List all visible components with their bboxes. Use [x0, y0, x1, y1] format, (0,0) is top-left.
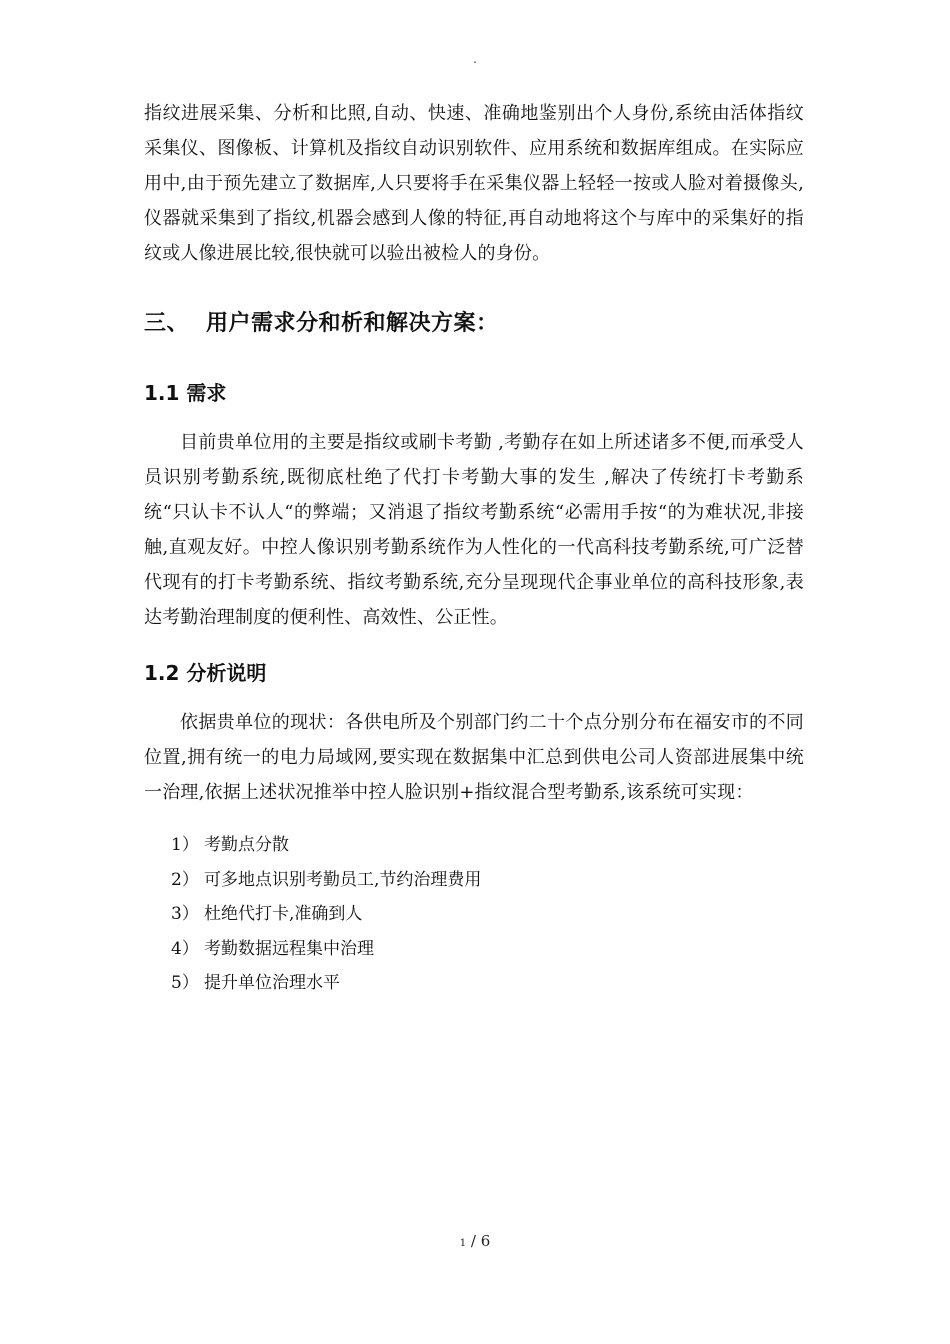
list-item-number: 4） [171, 938, 199, 959]
section-three-heading [144, 309, 804, 339]
list-item-text: 可多地点识别考勤员工,节约治理费用 [204, 869, 482, 890]
page-separator: / [466, 1232, 481, 1250]
list-item [144, 828, 804, 863]
section-1-1-paragraph: 目前贵单位用的主要是指纹或刷卡考勤 ,考勤存在如上所述诸多不便,而承受人员识别考勤系统,既彻底杜绝了代打卡考勤大事的发生 ,解决了传统打卡考勤系统“只认卡不认人“的弊端；又消退了指纹考勤系统“必需用手按“的为难状况,非接触,直观友好。中控人像识别考勤系统作为人性化的一代高科技考勤系统,可广泛替代现有的打卡考勤系统、指纹考勤系统,充分呈现现代企事业单位的高科技形象,表达考勤治理制度的便利性、高效性、公正性。 [144, 432, 804, 628]
section-1-2-heading: 1.2 分析说明 [144, 661, 267, 685]
header-mark: . [473, 52, 477, 66]
list-item-number: 1） [171, 835, 199, 855]
list-item-text: 杜绝代打卡,准确到人 [204, 904, 363, 924]
capability-list [144, 828, 804, 1001]
list-item [144, 897, 804, 932]
page-current: 1 [459, 1238, 467, 1249]
page-number [0, 1232, 950, 1250]
section-three-title: 用户需求分和析和解决方案： [206, 311, 499, 336]
section-1-1-heading: 1.1 需求 [144, 381, 227, 405]
list-item-text: 考勤点分散 [204, 835, 289, 855]
document-body [144, 96, 804, 1001]
page-total: 6 [480, 1232, 491, 1250]
list-item-text: 提升单位治理水平 [204, 973, 340, 993]
section-three-number: 三、 [144, 311, 190, 336]
list-item [144, 863, 804, 898]
list-item [144, 932, 804, 967]
list-item-number: 2） [171, 869, 199, 890]
list-item-number: 5） [171, 973, 199, 993]
list-item-number: 3） [171, 904, 199, 924]
list-item [144, 966, 804, 1001]
intro-paragraph: 指纹进展采集、分析和比照,自动、快速、准确地鉴别出个人身份,系统由活体指纹采集仪、图像板、计算机及指纹自动识别软件、应用系统和数据库组成。在实际应用中,由于预先建立了数据库,人只要将手在采集仪器上轻轻一按或人脸对着摄像头,仪器就采集到了指纹,机器会感到人像的特征,再自动地将这个与库中的采集好的指纹或人像进展比较,很快就可以验出被检人的身份。 [144, 103, 804, 264]
list-item-text: 考勤数据远程集中治理 [204, 938, 374, 959]
section-1-2-paragraph: 依据贵单位的现状：各供电所及个别部门约二十个点分别分布在福安市的不同位置,拥有统一的电力局域网,要实现在数据集中汇总到供电公司人资部进展集中统一治理,依据上述状况推举中控人脸识别+指纹混合型考勤系,该系统可实现： [144, 712, 804, 803]
